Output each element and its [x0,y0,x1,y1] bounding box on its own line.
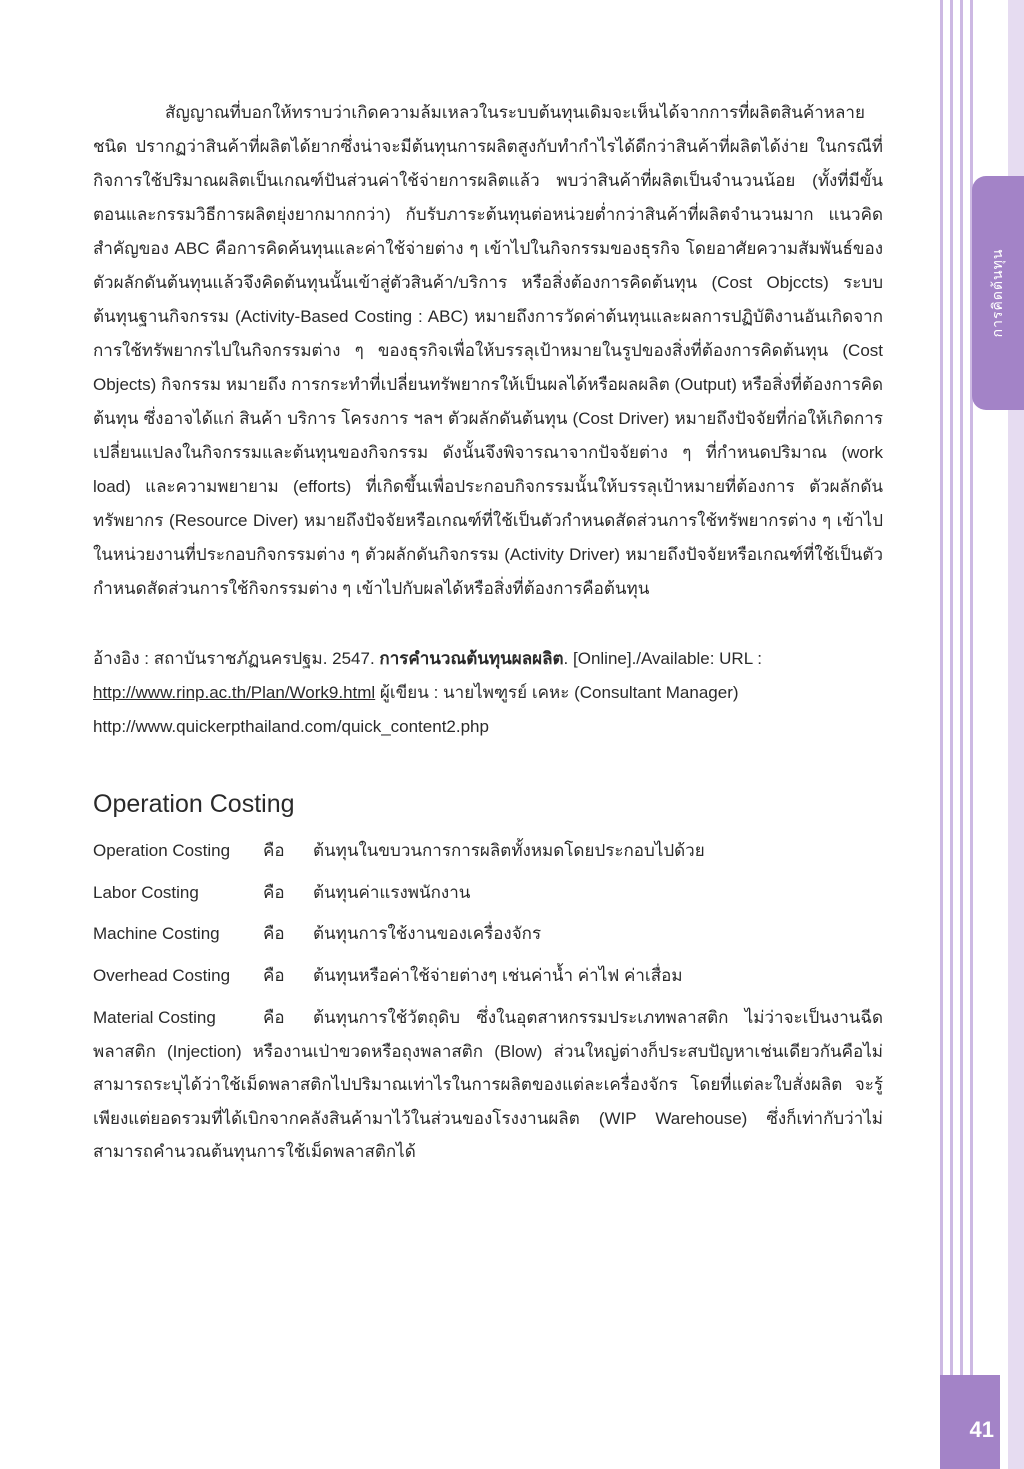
definition-connector: คือ [263,882,285,902]
page-number-box [940,1375,1000,1469]
intro-paragraph: สัญญาณที่บอกให้ทราบว่าเกิดความล้มเหลวในระบบต้นทุนเดิมจะเห็นได้จากการที่ผลิตสินค้าหลายชนิด ปรากฏว่าสินค้าที่ผลิตได้ยากซึ่งน่าจะมีต้นทุนการผลิตสูงกับทำกำไรได้ดีกว่าสินค้าที่ผลิตได้ง่าย ในกรณีที่กิจการใช้ปริมาณผลิตเป็นเกณฑ์ปันส่วนค่าใช้จ่ายการผลิตแล้ว พบว่าสินค้าที่ผลิตเป็นจำนวนน้อย (ทั้งที่มีขั้นตอนและกรรมวิธีการผลิตยุ่งยากมากกว่า) กับรับภาระต้นทุนต่อหน่วยต่ำกว่าสินค้าที่ผลิตจำนวนมาก แนวคิดสำคัญของ ABC คือการคิดค้นทุนและค่าใช้จ่ายต่าง ๆ เข้าไปในกิจกรรมของธุรกิจ โดยอาศัยความสัมพันธ์ของตัวผลักดันต้นทุนแล้วจึงคิดต้นทุนนั้นเข้าสู่ตัวสินค้า/บริการ หรือสิ่งต้องการคิดต้นทุน (Cost Objccts) ระบบต้นทุนฐานกิจกรรม (Activity-Based Costing : ABC) หมายถึงการวัดค่าต้นทุนและผลการปฏิบัติงานอันเกิดจากการใช้ทรัพยากรไปในกิจกรรมต่าง ๆ ของธุรกิจเพื่อให้บรรลุเป้าหมายในรูปของสิ่งที่ต้องการคิดต้นทุน (Cost Objects) กิจกรรม หมายถึง การกระทำที่เปลี่ยนทรัพยากรให้เป็นผลได้หรือผลผลิต (Output) หรือสิ่งที่ต้องการคิดต้นทุน ซึ่งอาจได้แก่ สินค้า บริการ โครงการ ฯลฯ ตัวผลักดันต้นทุน (Cost Driver) หมายถึงปัจจัยที่ก่อให้เกิดการเปลี่ยนแปลงในกิจกรรมและต้นทุนของกิจกรรม ดังนั้นจึงพิจารณาจากปัจจัยต่าง ๆ ที่กำหนดปริมาณ (work load) และความพยายาม (efforts) ที่เกิดขึ้นเพื่อประกอบกิจกรรมนั้นให้บรรลุเป้าหมายที่ต้องการ ตัวผลักดันทรัพยากร (Resource Diver) หมายถึงปัจจัยหรือเกณฑ์ที่ใช้เป็นตัวกำหนดสัดส่วนการใช้ทรัพยากรต่าง ๆ เข้าไปในหน่วยงานที่ประกอบกิจกรรมต่าง ๆ ตัวผลักดันกิจกรรม (Activity Driver) หมายถึงปัจจัยหรือเกณฑ์ที่ใช้เป็นตัวกำหนดสัดส่วนการใช้กิจกรรมต่าง ๆ เข้าไปกับผลได้หรือสิ่งที่ต้องการคือต้นทุน [93,103,883,598]
decorative-stripe [950,0,953,1469]
material-costing-definition [93,1001,883,1169]
reference-prefix: อ้างอิง : สถาบันราชภัฏนครปฐม. 2547. [93,649,380,668]
definition-row [93,959,883,1001]
reference-line-2 [93,676,883,710]
reference-suffix: . [Online]./Available: URL : [563,649,762,668]
definition-text: ต้นทุนในขบวนการการผลิตทั้งหมดโดยประกอบไปด้วย [313,841,705,860]
definition-term: Material Costing [93,1008,216,1027]
definition-list [93,834,883,1000]
page-number: 41 [969,1417,994,1442]
reference-link-rinp[interactable]: http://www.rinp.ac.th/Plan/Work9.html [93,683,376,702]
definition-connector: คือ [263,1008,285,1027]
definition-connector: คือ [263,924,285,944]
definition-term: Machine Costing [93,924,220,944]
definition-term: Operation Costing [93,841,231,860]
definition-term: Overhead Costing [93,965,231,985]
decorative-stripe [940,0,943,1469]
definition-text: ต้นทุนหรือค่าใช้จ่ายต่างๆ เช่นค่าน้ำ ค่าไฟ ค่าเสื่อม [313,965,683,985]
intro-section [93,96,883,606]
definition-text: ต้นทุนการใช้งานของเครื่องจักร [313,924,542,944]
definition-text: ต้นทุนค่าแรงพนักงาน [313,882,471,902]
definition-term: Labor Costing [93,882,199,902]
definition-connector: คือ [263,841,285,860]
reference-line-3: http://www.quickerpthailand.com/quick_content2.php [93,717,489,736]
reference-block [93,642,883,744]
definition-row [93,917,883,959]
definition-text: ต้นทุนการใช้วัตถุดิบ ซึ่งในอุตสาหกรรมประเภทพลาสติก ไม่ว่าจะเป็นงานฉีดพลาสติก (Injection) หรืองานเป่าขวดหรือถุงพลาสติก (Blow) ส่วนใหญ่ต่างก็ประสบปัญหาเช่นเดียวกันคือไม่สามารถระบุได้ว่าใช้เม็ดพลาสติกไปปริมาณเท่าไรในการผลิตของแต่ละเครื่องจักร โดยที่แต่ละใบสั่งผลิต จะรู้เพียงแต่ยอดรวมที่ได้เบิกจากคลังสินค้ามาไว้ในส่วนของโรงงานผลิต (WIP Warehouse) ซึ่งก็เท่ากับว่าไม่สามารถคำนวณต้นทุนการใช้เม็ดพลาสติกได้ [93,1008,883,1161]
reference-line-1 [93,642,883,676]
decorative-stripe [960,0,963,1469]
definition-row [93,876,883,918]
definition-row [93,834,883,876]
chapter-side-tab [972,176,1024,410]
chapter-side-tab-label: การคิดต้นทุน [989,248,1005,338]
reference-author: ผู้เขียน : นายไพฑูรย์ เคหะ (Consultant Manager) [375,683,739,702]
reference-title: การคำนวณต้นทุนผลผลิต [379,649,564,668]
definition-connector: คือ [263,965,285,985]
section-heading: Operation Costing [93,790,295,818]
